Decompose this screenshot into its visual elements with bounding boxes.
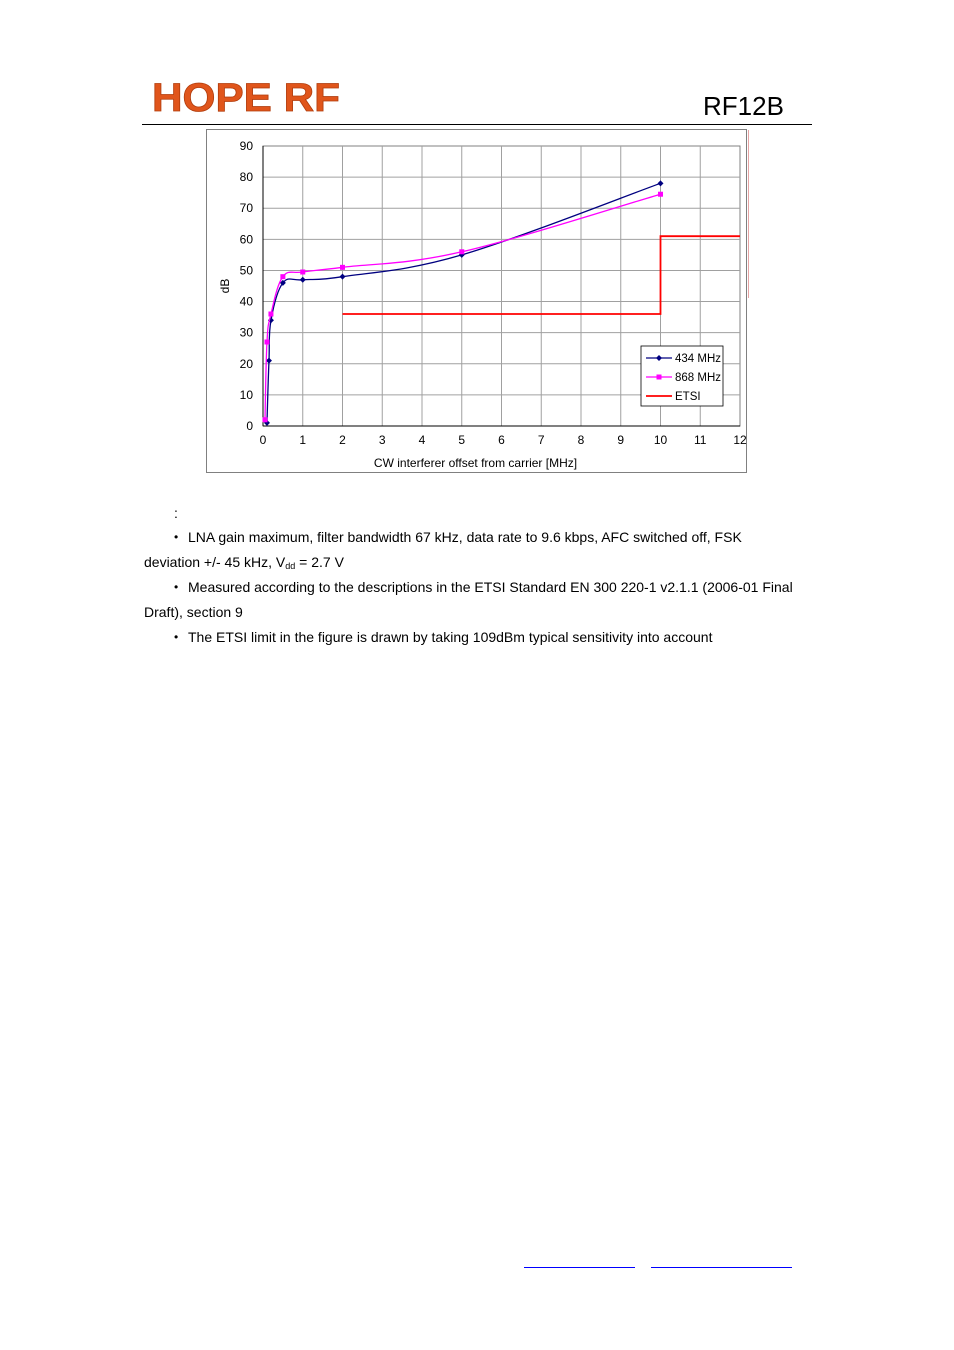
data-point-868-mhz	[262, 417, 267, 422]
y-tick-label: 80	[239, 170, 253, 185]
bullet-glyph: •	[174, 530, 179, 544]
footer-link-2[interactable]	[651, 1267, 792, 1268]
legend-label-868-mhz: 868 MHz	[675, 372, 722, 384]
y-tick-label: 50	[239, 263, 253, 278]
data-point-868-mhz	[459, 249, 464, 254]
y-tick-label: 10	[239, 387, 253, 402]
notes-colon: :	[174, 505, 178, 521]
data-point-868-mhz	[340, 265, 345, 270]
legend-label-etsi: ETSI	[675, 391, 701, 403]
chart-legend	[641, 346, 723, 406]
note-2-line-2: Draft), section 9	[144, 604, 243, 620]
note-1-line-2	[144, 552, 344, 572]
legend-marker-868-mhz	[657, 375, 662, 380]
bullet-glyph: •	[174, 580, 179, 594]
x-tick-label: 9	[617, 433, 625, 447]
y-tick-label: 30	[239, 325, 253, 340]
x-axis-title: CW interferer offset from carrier [MHz]	[373, 456, 578, 470]
x-tick-label: 11	[694, 433, 707, 447]
x-tick-label: 7	[537, 433, 545, 447]
chart-frame	[206, 129, 747, 473]
y-tick-label: 40	[239, 294, 253, 309]
x-tick-label: 4	[418, 433, 426, 447]
x-tick-label: 5	[458, 433, 466, 447]
interference-chart	[207, 130, 748, 474]
y-tick-label: 0	[246, 419, 253, 433]
y-tick-label: 70	[239, 201, 253, 216]
note-1-line-2-prefix: deviation +/- 45 kHz, V	[144, 554, 286, 570]
x-tick-label: 8	[577, 433, 585, 447]
x-tick-label: 6	[498, 433, 505, 447]
note-1-line-1: LNA gain maximum, filter bandwidth 67 kHz, data rate to 9.6 kbps, AFC switched off, FSK	[188, 529, 742, 545]
x-tick-label: 10	[653, 433, 668, 447]
x-tick-label: 12	[733, 433, 747, 447]
note-3: The ETSI limit in the figure is drawn by taking 109dBm typical sensitivity into account	[188, 629, 713, 645]
part-number: RF12B	[703, 91, 784, 121]
x-tick-label: 1	[299, 433, 307, 447]
footer-link-1[interactable]	[524, 1267, 635, 1268]
x-tick-label: 0	[259, 433, 267, 447]
hope-rf-logo	[152, 74, 352, 120]
y-axis-title: dB	[218, 278, 232, 294]
margin-mark	[748, 130, 749, 298]
note-1-line-2-suffix: = 2.7 V	[295, 554, 344, 570]
note-2-line-1: Measured according to the descriptions in the ETSI Standard EN 300 220-1 v2.1.1 (2006-01 Final	[188, 579, 793, 595]
vdd-subscript: dd	[285, 561, 296, 571]
x-tick-label: 3	[378, 433, 386, 447]
data-point-868-mhz	[280, 274, 285, 279]
bullet-glyph: •	[174, 630, 179, 644]
data-point-868-mhz	[268, 312, 273, 317]
y-tick-label: 60	[239, 232, 253, 247]
data-point-868-mhz	[300, 270, 305, 275]
data-point-868-mhz	[264, 340, 269, 345]
header-divider	[142, 124, 812, 125]
y-tick-label: 20	[239, 356, 253, 371]
data-point-868-mhz	[658, 192, 663, 197]
logo-text: HOPE RF	[152, 76, 340, 120]
x-tick-label: 2	[339, 433, 346, 447]
y-tick-label: 90	[239, 139, 253, 153]
legend-label-434-mhz: 434 MHz	[675, 353, 722, 365]
